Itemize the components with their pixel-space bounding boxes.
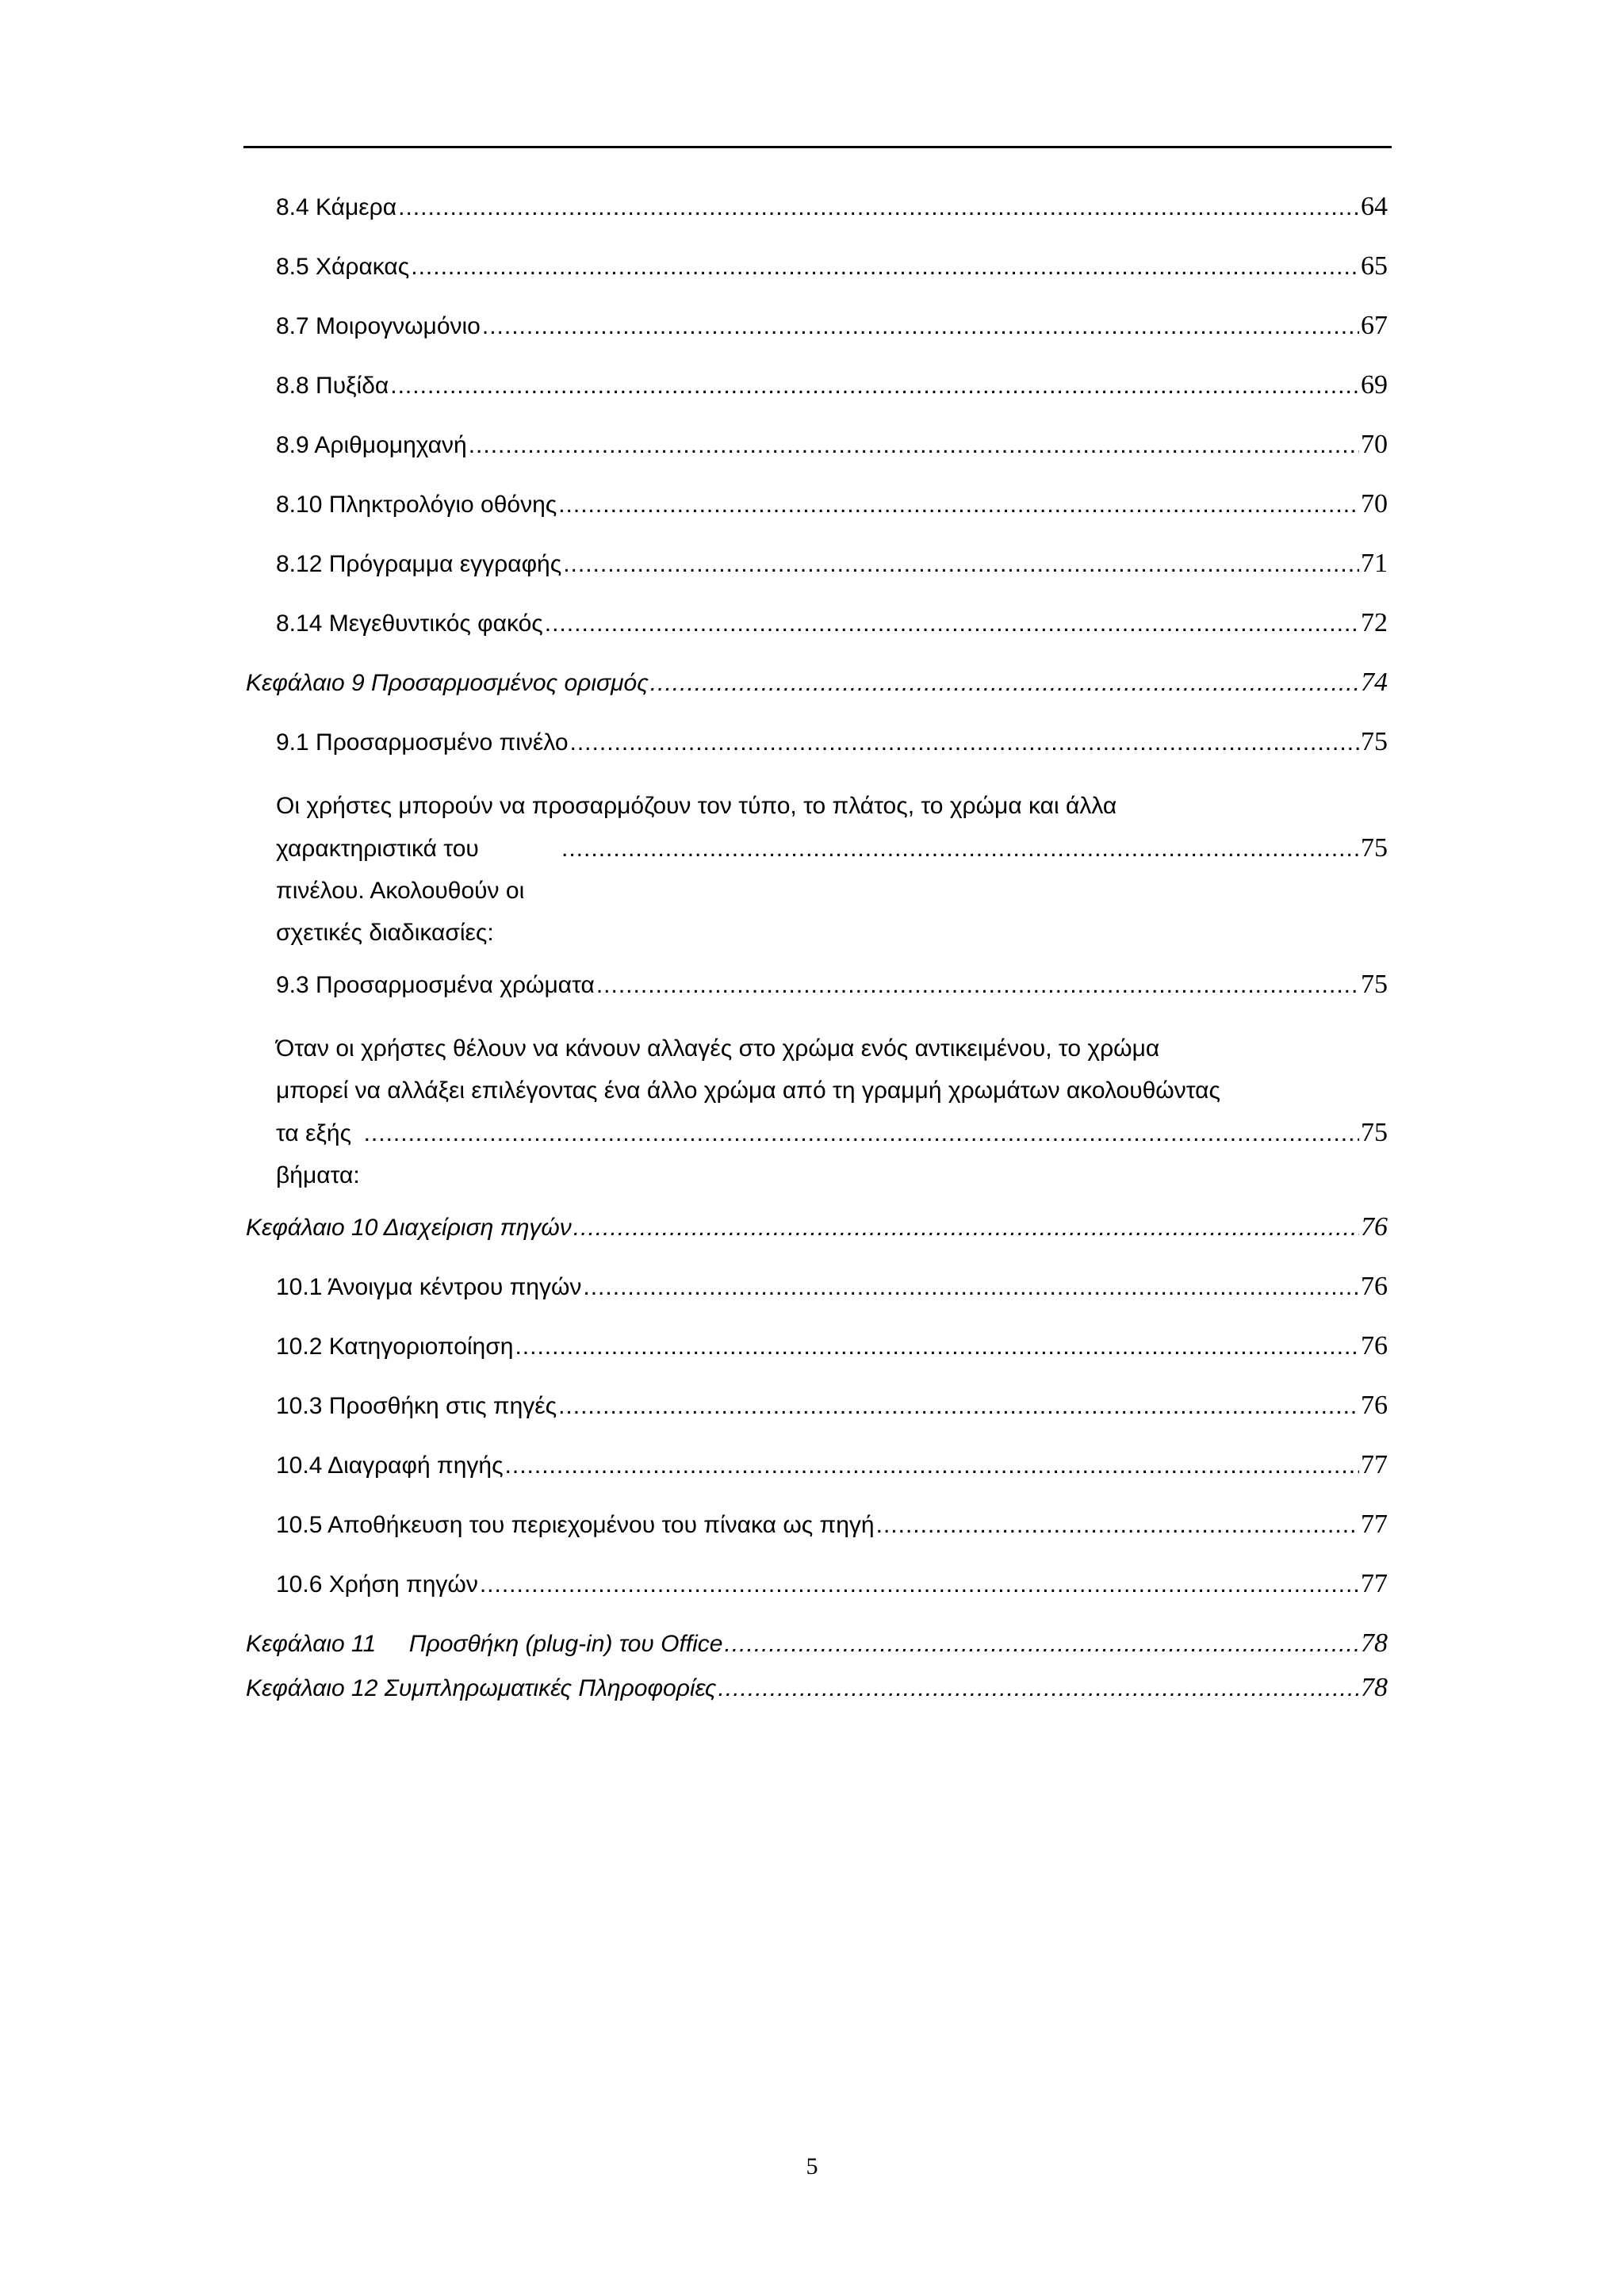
toc-entry-page: 69 bbox=[1361, 370, 1388, 400]
toc-entry[interactable] bbox=[246, 1331, 1388, 1391]
toc-entry-page: 75 bbox=[1361, 727, 1388, 756]
dot-leader bbox=[515, 1334, 1359, 1360]
header-rule bbox=[243, 146, 1392, 148]
toc-multiline-entry[interactable] bbox=[246, 785, 1388, 954]
toc-entry-page: 77 bbox=[1361, 1569, 1388, 1598]
toc-entry-page: 76 bbox=[1361, 1391, 1388, 1420]
toc-entry-title: 10.4 Διαγραφή πηγής bbox=[276, 1452, 504, 1479]
toc-chapter-entry[interactable] bbox=[246, 668, 1388, 727]
toc-entry-page: 76 bbox=[1361, 1331, 1388, 1360]
dot-leader bbox=[724, 1631, 1359, 1658]
toc-entry-title: 8.4 Κάμερα bbox=[276, 194, 397, 220]
toc-entry-title: 10.5 Αποθήκευση του περιεχομένου του πίνακα ως πηγή bbox=[276, 1512, 875, 1538]
toc-entry[interactable] bbox=[246, 1450, 1388, 1510]
toc-entry-page: 74 bbox=[1361, 668, 1388, 697]
dot-leader bbox=[558, 492, 1359, 519]
dot-leader bbox=[398, 194, 1359, 221]
toc-entry[interactable] bbox=[246, 430, 1388, 489]
toc-entry-page: 76 bbox=[1361, 1272, 1388, 1301]
toc-entry-title: Κεφάλαιο 12 Συμπληρωματικές Πληροφορίες bbox=[246, 1675, 717, 1701]
dot-leader bbox=[411, 254, 1359, 281]
toc-entry-page: 64 bbox=[1361, 192, 1388, 221]
toc-chapter-entry[interactable] bbox=[246, 1212, 1388, 1272]
toc-entry-page: 70 bbox=[1361, 489, 1388, 519]
dot-leader bbox=[573, 1215, 1359, 1242]
dot-leader bbox=[650, 670, 1359, 697]
dot-leader bbox=[482, 313, 1359, 340]
toc-entry-title: Κεφάλαιο 11 Προσθήκη (plug-in) του Office bbox=[246, 1631, 723, 1657]
toc-entry-title: 10.2 Κατηγοριοποίηση bbox=[276, 1334, 514, 1360]
toc-chapter-entry[interactable] bbox=[246, 1628, 1388, 1673]
toc-entry-line: τα εξής βήματα: bbox=[276, 1120, 360, 1188]
toc-entry-title: 9.3 Προσαρμοσμένα χρώματα bbox=[276, 972, 595, 998]
toc-entry[interactable] bbox=[246, 1569, 1388, 1628]
toc-entry-page: 65 bbox=[1361, 251, 1388, 281]
toc-entry-line: Όταν οι χρήστες θέλουν να κάνουν αλλαγές στο χρώμα ενός αντικειμένου, το χρώμα bbox=[276, 1035, 1160, 1062]
dot-leader bbox=[718, 1675, 1359, 1702]
toc-entry-line: Οι χρήστες μπορούν να προσαρμόζουν τον τύπο, το πλάτος, το χρώμα και άλλα bbox=[276, 793, 1117, 819]
toc-entry-page: 72 bbox=[1361, 608, 1388, 637]
toc-entry[interactable] bbox=[246, 1391, 1388, 1450]
dot-leader bbox=[480, 1571, 1359, 1598]
dot-leader bbox=[583, 1274, 1359, 1301]
dot-leader bbox=[558, 1393, 1359, 1420]
toc-entry-line: μπορεί να αλλάξει επιλέγοντας ένα άλλο χρώμα από τη γραμμή χρωμάτων ακολουθώντας bbox=[276, 1077, 1220, 1104]
dot-leader bbox=[570, 729, 1359, 756]
toc-entry-title: 10.6 Χρήση πηγών bbox=[276, 1571, 478, 1598]
toc-entry-title: 8.8 Πυξίδα bbox=[276, 373, 389, 399]
dot-leader bbox=[505, 1452, 1359, 1479]
dot-leader bbox=[364, 1112, 1359, 1154]
dot-leader bbox=[561, 828, 1359, 870]
toc-entry-page: 78 bbox=[1361, 1628, 1388, 1658]
toc-entry-title: 10.1 Άνοιγμα κέντρου πηγών bbox=[276, 1274, 582, 1300]
toc-entry[interactable] bbox=[246, 370, 1388, 430]
dot-leader bbox=[876, 1512, 1359, 1539]
dot-leader bbox=[390, 373, 1359, 400]
toc-entry[interactable] bbox=[246, 311, 1388, 370]
toc-entry-page: 75 bbox=[1361, 970, 1388, 999]
table-of-contents bbox=[246, 192, 1388, 1717]
toc-entry[interactable] bbox=[246, 192, 1388, 251]
toc-entry-page: 75 bbox=[1361, 833, 1388, 863]
toc-multiline-entry[interactable] bbox=[246, 1027, 1388, 1196]
toc-entry-page: 77 bbox=[1361, 1510, 1388, 1539]
toc-entry[interactable] bbox=[246, 1272, 1388, 1331]
toc-entry-title: 8.10 Πληκτρολόγιο οθόνης bbox=[276, 492, 557, 518]
toc-entry-line: χαρακτηριστικά του πινέλου. Ακολουθούν οι σχετικές διαδικασίες: bbox=[276, 836, 525, 946]
toc-entry-title: 8.5 Χάρακας bbox=[276, 254, 410, 280]
toc-entry-page: 77 bbox=[1361, 1450, 1388, 1479]
toc-entry[interactable] bbox=[246, 727, 1388, 786]
toc-entry[interactable] bbox=[246, 1510, 1388, 1569]
toc-entry-title: Κεφάλαιο 9 Προσαρμοσμένος ορισμός bbox=[246, 670, 649, 696]
toc-entry[interactable] bbox=[246, 251, 1388, 311]
toc-entry-title: Κεφάλαιο 10 Διαχείριση πηγών bbox=[246, 1215, 572, 1241]
dot-leader bbox=[469, 432, 1359, 459]
toc-entry-page: 70 bbox=[1361, 430, 1388, 459]
toc-entry[interactable] bbox=[246, 970, 1388, 1029]
dot-leader bbox=[596, 972, 1359, 999]
toc-entry-title: 8.7 Μοιρογνωμόνιο bbox=[276, 313, 481, 339]
toc-entry-page: 78 bbox=[1361, 1673, 1388, 1702]
dot-leader bbox=[563, 551, 1359, 578]
toc-chapter-entry[interactable] bbox=[246, 1673, 1388, 1717]
dot-leader bbox=[545, 610, 1359, 637]
toc-entry-page: 71 bbox=[1361, 549, 1388, 578]
toc-entry-title: 10.3 Προσθήκη στις πηγές bbox=[276, 1393, 557, 1419]
toc-entry-page: 67 bbox=[1361, 311, 1388, 340]
toc-entry-title: 8.14 Μεγεθυντικός φακός bbox=[276, 610, 543, 637]
toc-entry-page: 76 bbox=[1361, 1212, 1388, 1242]
toc-entry[interactable] bbox=[246, 549, 1388, 608]
page-number: 5 bbox=[806, 2153, 818, 2179]
toc-entry-title: 9.1 Προσαρμοσμένο πινέλο bbox=[276, 729, 569, 756]
toc-entry[interactable] bbox=[246, 489, 1388, 549]
toc-entry-title: 8.9 Αριθμομηχανή bbox=[276, 432, 467, 458]
toc-entry[interactable] bbox=[246, 608, 1388, 668]
toc-entry-title: 8.12 Πρόγραμμα εγγραφής bbox=[276, 551, 562, 577]
toc-entry-page: 75 bbox=[1361, 1118, 1388, 1147]
